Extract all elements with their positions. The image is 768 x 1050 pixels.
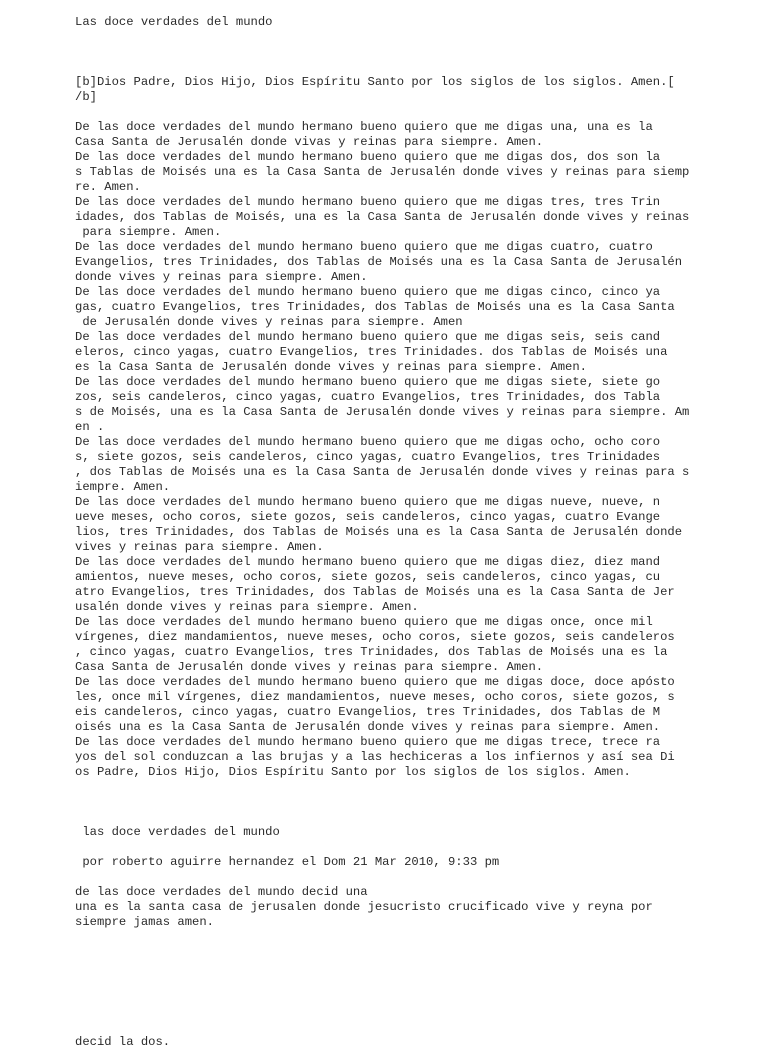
document-line: [75, 930, 735, 945]
document-line: De las doce verdades del mundo hermano bueno quiero que me digas diez, diez mand: [75, 555, 661, 569]
document-line: eis candeleros, cinco yagas, cuatro Evangelios, tres Trinidades, dos Tablas de M: [75, 705, 661, 719]
document-line: por roberto aguirre hernandez el Dom 21 Mar 2010, 9:33 pm: [75, 855, 500, 869]
document-line: Las doce verdades del mundo: [75, 15, 273, 29]
document-line: de Jerusalén donde vives y reinas para siempre. Amen: [75, 315, 463, 329]
document-line: /b]: [75, 90, 97, 104]
document-line: De las doce verdades del mundo hermano bueno quiero que me digas siete, siete go: [75, 375, 661, 389]
document-line: [75, 1020, 735, 1035]
document-line: re. Amen.: [75, 180, 141, 194]
document-line: una es la santa casa de jerusalen donde jesucristo crucificado vive y reyna por: [75, 900, 653, 914]
document-line: [75, 870, 735, 885]
document-line: [75, 975, 735, 990]
document-line: vives y reinas para siempre. Amen.: [75, 540, 324, 554]
document-line: atro Evangelios, tres Trinidades, dos Tablas de Moisés una es la Casa Santa de Jer: [75, 585, 675, 599]
document-line: iempre. Amen.: [75, 480, 171, 494]
document-line: [75, 45, 735, 60]
document-line: De las doce verdades del mundo hermano bueno quiero que me digas ocho, ocho coro: [75, 435, 661, 449]
document-line: es la Casa Santa de Jerusalén donde vives y reinas para siempre. Amen.: [75, 360, 587, 374]
document-line: , cinco yagas, cuatro Evangelios, tres Trinidades, dos Tablas de Moisés una es la: [75, 645, 668, 659]
document-line: amientos, nueve meses, ocho coros, siete gozos, seis candeleros, cinco yagas, cu: [75, 570, 661, 584]
document-line: [75, 30, 735, 45]
document-line: [75, 945, 735, 960]
document-line: [75, 1005, 735, 1020]
document-line: , dos Tablas de Moisés una es la Casa Santa de Jerusalén donde vives y reinas para s: [75, 465, 690, 479]
document-line: [75, 105, 735, 120]
document-line: [75, 780, 735, 795]
document-line: para siempre. Amen.: [75, 225, 222, 239]
document-line: eleros, cinco yagas, cuatro Evangelios, tres Trinidades. dos Tablas de Moisés una: [75, 345, 668, 359]
document-line: [75, 990, 735, 1005]
document-line: siempre jamas amen.: [75, 915, 214, 929]
document-line: De las doce verdades del mundo hermano bueno quiero que me digas cinco, cinco ya: [75, 285, 661, 299]
document-line: De las doce verdades del mundo hermano bueno quiero que me digas tres, tres Trin: [75, 195, 661, 209]
document-line: s Tablas de Moisés una es la Casa Santa de Jerusalén donde vives y reinas para siemp: [75, 165, 690, 179]
document-line: de las doce verdades del mundo decid una: [75, 885, 368, 899]
document-line: [75, 795, 735, 810]
document-line: [75, 60, 735, 75]
document-line: yos del sol conduzcan a las brujas y a las hechiceras a los infiernos y así sea Di: [75, 750, 675, 764]
document-line: les, once mil vírgenes, diez mandamientos, nueve meses, ocho coros, siete gozos, s: [75, 690, 675, 704]
document-line: De las doce verdades del mundo hermano bueno quiero que me digas nueve, nueve, n: [75, 495, 661, 509]
document-line: De las doce verdades del mundo hermano bueno quiero que me digas doce, doce apósto: [75, 675, 675, 689]
document-line: s de Moisés, una es la Casa Santa de Jerusalén donde vives y reinas para siempre. Am: [75, 405, 690, 419]
document-line: usalén donde vives y reinas para siempre. Amen.: [75, 600, 419, 614]
document-line: [75, 960, 735, 975]
document-line: De las doce verdades del mundo hermano bueno quiero que me digas seis, seis cand: [75, 330, 661, 344]
document-line: Casa Santa de Jerusalén donde vives y reinas para siempre. Amen.: [75, 660, 544, 674]
document-line: lios, tres Trinidades, dos Tablas de Moisés una es la Casa Santa de Jerusalén donde: [75, 525, 683, 539]
document-line: decid la dos.: [75, 1035, 171, 1049]
document-line: gas, cuatro Evangelios, tres Trinidades, dos Tablas de Moisés una es la Casa Santa: [75, 300, 675, 314]
document-line: os Padre, Dios Hijo, Dios Espíritu Santo por los siglos de los siglos. Amen.: [75, 765, 631, 779]
document-line: ueve meses, ocho coros, siete gozos, seis candeleros, cinco yagas, cuatro Evange: [75, 510, 661, 524]
document-line: De las doce verdades del mundo hermano bueno quiero que me digas una, una es la: [75, 120, 653, 134]
document-line: [75, 0, 735, 15]
document-line: [75, 810, 735, 825]
document-line: oisés una es la Casa Santa de Jerusalén donde vives y reinas para siempre. Amen.: [75, 720, 661, 734]
document-line: Evangelios, tres Trinidades, dos Tablas de Moisés una es la Casa Santa de Jerusalén: [75, 255, 683, 269]
document-line: De las doce verdades del mundo hermano bueno quiero que me digas once, once mil: [75, 615, 653, 629]
document-line: Casa Santa de Jerusalén donde vivas y reinas para siempre. Amen.: [75, 135, 544, 149]
document-line: las doce verdades del mundo: [75, 825, 280, 839]
document-line: vírgenes, diez mandamientos, nueve meses, ocho coros, siete gozos, seis candeleros: [75, 630, 675, 644]
document-line: De las doce verdades del mundo hermano bueno quiero que me digas cuatro, cuatro: [75, 240, 653, 254]
document-line: zos, seis candeleros, cinco yagas, cuatro Evangelios, tres Trinidades, dos Tabla: [75, 390, 661, 404]
document-line: [75, 840, 735, 855]
document-line: donde vives y reinas para siempre. Amen.: [75, 270, 368, 284]
document-line: [b]Dios Padre, Dios Hijo, Dios Espíritu Santo por los siglos de los siglos. Amen.[: [75, 75, 675, 89]
document-line: en .: [75, 420, 105, 434]
document-line: s, siete gozos, seis candeleros, cinco yagas, cuatro Evangelios, tres Trinidades: [75, 450, 661, 464]
document-line: idades, dos Tablas de Moisés, una es la Casa Santa de Jerusalén donde vives y reinas: [75, 210, 690, 224]
document-page: [75, 0, 735, 1050]
document-line: De las doce verdades del mundo hermano bueno quiero que me digas trece, trece ra: [75, 735, 661, 749]
document-line: De las doce verdades del mundo hermano bueno quiero que me digas dos, dos son la: [75, 150, 661, 164]
